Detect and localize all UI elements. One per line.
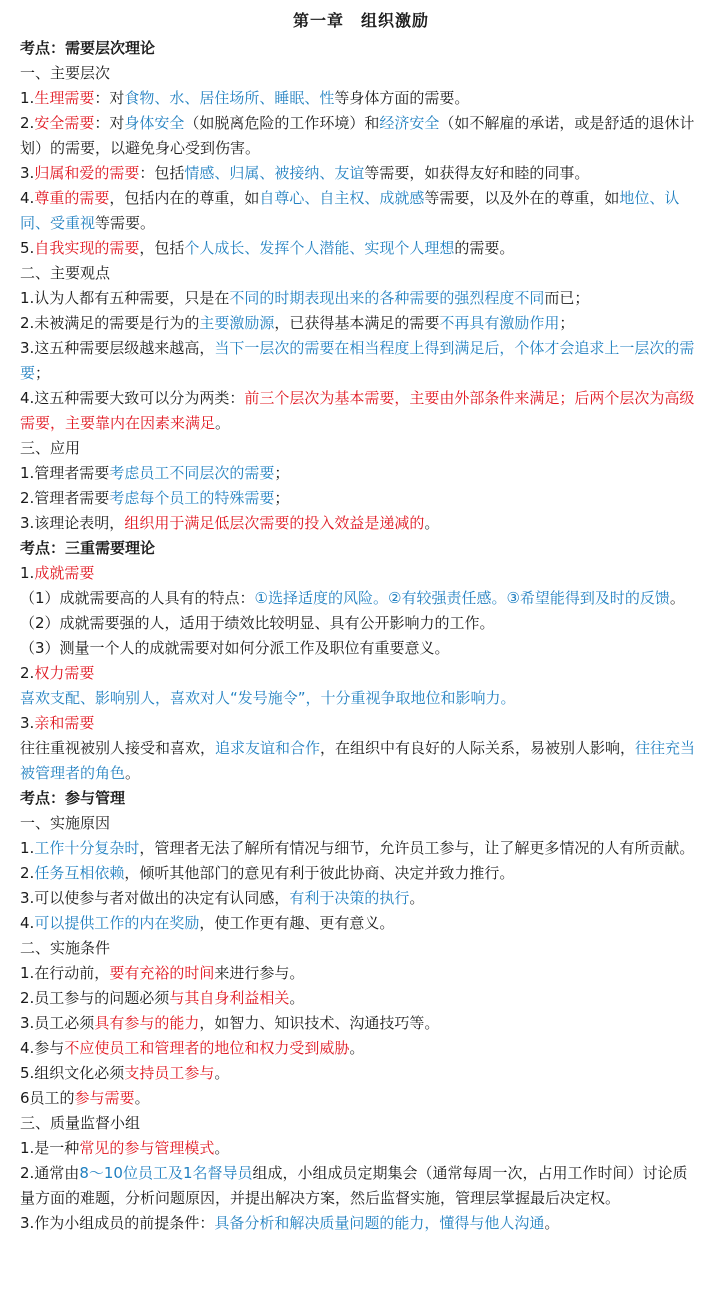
text-segment: 等身体方面的需要。 bbox=[334, 89, 470, 107]
text-segment: 3.员工必须 bbox=[20, 1014, 95, 1032]
highlight-blue-text: 自尊心、自主权、成就感 bbox=[259, 189, 425, 207]
text-segment: 。 bbox=[214, 1139, 230, 1157]
text-segment: ，使工作更有趣、更有意义。 bbox=[199, 914, 395, 932]
text-segment: （如脱离危险的工作环境）和 bbox=[184, 114, 380, 132]
highlight-red-text: 与其自身利益相关 bbox=[169, 989, 290, 1007]
text-segment: 等需要，以及外在的尊重，如 bbox=[424, 189, 620, 207]
highlight-red-text: 归属和爱的需要 bbox=[34, 164, 140, 182]
text-line bbox=[20, 736, 702, 786]
text-segment: 。 bbox=[544, 1214, 560, 1232]
text-segment: 3.这五种需要层级越来越高， bbox=[20, 339, 215, 357]
text-segment: ，包括 bbox=[139, 239, 185, 257]
text-line bbox=[20, 886, 702, 911]
text-segment: 的需要。 bbox=[454, 239, 515, 257]
text-line bbox=[20, 811, 702, 836]
highlight-blue-text: 考虑员工不同层次的需要 bbox=[109, 464, 275, 482]
text-segment: 4.参与 bbox=[20, 1039, 65, 1057]
text-segment: 考点：参与管理 bbox=[20, 789, 126, 807]
highlight-red-text: 要有充裕的时间 bbox=[109, 964, 215, 982]
highlight-blue-text: 具备分析和解决质量问题的能力，懂得与他人沟通 bbox=[214, 1214, 545, 1232]
highlight-blue-text: 喜欢支配、影响别人，喜欢对人“发号施令”，十分重视争取地位和影响力。 bbox=[20, 689, 516, 707]
highlight-blue-text: 经济安全 bbox=[379, 114, 440, 132]
text-line bbox=[20, 1161, 702, 1211]
text-segment: 1. bbox=[20, 564, 35, 582]
text-segment: 1. bbox=[20, 89, 35, 107]
text-line bbox=[20, 961, 702, 986]
text-line bbox=[20, 1011, 702, 1036]
highlight-blue-text: 情感、归属、被接纳、友谊 bbox=[184, 164, 365, 182]
text-line bbox=[20, 186, 702, 236]
text-segment: ，倾听其他部门的意见有利于彼此协商、决定并致力推行。 bbox=[124, 864, 515, 882]
highlight-red-text: 参与需要 bbox=[74, 1089, 135, 1107]
text-segment: ； bbox=[559, 314, 575, 332]
section-heading bbox=[20, 536, 702, 561]
highlight-blue-text: 个人成长、发挥个人潜能、实现个人理想 bbox=[184, 239, 455, 257]
highlight-blue-text: 任务互相依赖 bbox=[34, 864, 125, 882]
text-segment: 。 bbox=[289, 989, 305, 1007]
text-segment: 5. bbox=[20, 239, 35, 257]
highlight-red-text: 具有参与的能力 bbox=[94, 1014, 200, 1032]
highlight-red-text: 安全需要 bbox=[34, 114, 95, 132]
text-segment: ：对 bbox=[94, 89, 125, 107]
text-segment: （如不解雇的承诺，或是舒适的退休计划）的需要，以避免身心受到伤害。 bbox=[20, 114, 695, 157]
text-segment: 二、主要观点 bbox=[20, 264, 111, 282]
text-segment: ，包括内在的尊重，如 bbox=[109, 189, 260, 207]
text-segment: ，如智力、知识技术、沟通技巧等。 bbox=[199, 1014, 440, 1032]
content-body bbox=[20, 36, 702, 1236]
text-segment: ，管理者无法了解所有情况与细节，允许员工参与，让了解更多情况的人有所贡献。 bbox=[139, 839, 695, 857]
text-line bbox=[20, 261, 702, 286]
text-line bbox=[20, 686, 702, 711]
text-line bbox=[20, 1211, 702, 1236]
text-segment: 2.未被满足的需要是行为的 bbox=[20, 314, 200, 332]
text-segment: 。 bbox=[349, 1039, 365, 1057]
text-segment: 6员工的 bbox=[20, 1089, 75, 1107]
highlight-blue-text: ①选择适度的风险。②有较强责任感。③希望能得到及时的反馈 bbox=[254, 589, 670, 607]
highlight-blue-text: 可以提供工作的内在奖励 bbox=[34, 914, 200, 932]
text-line bbox=[20, 986, 702, 1011]
highlight-blue-text: 地位、认同、受重视 bbox=[20, 189, 680, 232]
text-segment: 。 bbox=[125, 764, 141, 782]
text-line bbox=[20, 461, 702, 486]
text-line bbox=[20, 1061, 702, 1086]
text-line bbox=[20, 836, 702, 861]
section-heading bbox=[20, 786, 702, 811]
text-segment: 一、主要层次 bbox=[20, 64, 111, 82]
text-segment: 往往重视被别人接受和喜欢， bbox=[20, 739, 216, 757]
text-segment: 一、实施原因 bbox=[20, 814, 111, 832]
highlight-red-text: 自我实现的需要 bbox=[34, 239, 140, 257]
text-segment: ，在组织中有良好的人际关系，易被别人影响， bbox=[320, 739, 636, 757]
text-segment: 3. bbox=[20, 164, 35, 182]
text-segment: （3）测量一个人的成就需要对如何分派工作及职位有重要意义。 bbox=[20, 639, 450, 657]
highlight-red-text: 支持员工参与 bbox=[124, 1064, 215, 1082]
text-line bbox=[20, 86, 702, 111]
text-segment: 三、应用 bbox=[20, 439, 81, 457]
highlight-blue-text: 身体安全 bbox=[124, 114, 185, 132]
highlight-red-text: 尊重的需要 bbox=[34, 189, 110, 207]
text-segment: 3.可以使参与者对做出的决定有认同感， bbox=[20, 889, 290, 907]
highlight-blue-text: 不再具有激励作用 bbox=[439, 314, 560, 332]
text-segment: 1.在行动前， bbox=[20, 964, 110, 982]
chapter-title: 第一章 组织激励 bbox=[292, 11, 429, 30]
text-line bbox=[20, 1086, 702, 1111]
text-segment: 来进行参与。 bbox=[214, 964, 305, 982]
text-line bbox=[20, 161, 702, 186]
highlight-blue-text: 8～10位员工及1名督导员 bbox=[79, 1164, 253, 1182]
text-segment: 三、质量监督小组 bbox=[20, 1114, 141, 1132]
text-segment: 4.这五种需要大致可以分为两类： bbox=[20, 389, 245, 407]
highlight-red-text: 不应使员工和管理者的地位和权力受到威胁 bbox=[64, 1039, 350, 1057]
text-line bbox=[20, 611, 702, 636]
text-line bbox=[20, 511, 702, 536]
highlight-blue-text: 考虑每个员工的特殊需要 bbox=[109, 489, 275, 507]
text-segment: 。 bbox=[214, 1064, 230, 1082]
text-segment: 4. bbox=[20, 189, 35, 207]
highlight-blue-text: 食物、水、居住场所、睡眠、性 bbox=[124, 89, 335, 107]
text-line bbox=[20, 311, 702, 336]
text-line bbox=[20, 711, 702, 736]
text-segment: （1）成就需要高的人具有的特点： bbox=[20, 589, 255, 607]
text-line bbox=[20, 936, 702, 961]
highlight-red-text: 组织用于满足低层次需要的投入效益是递减的 bbox=[124, 514, 425, 532]
text-line bbox=[20, 861, 702, 886]
text-segment: 4. bbox=[20, 914, 35, 932]
highlight-blue-text: 工作十分复杂时 bbox=[34, 839, 140, 857]
text-segment: ； bbox=[35, 364, 51, 382]
text-line bbox=[20, 336, 702, 386]
text-segment: 。 bbox=[215, 414, 231, 432]
text-segment: 2. bbox=[20, 864, 35, 882]
highlight-red-text: 生理需要 bbox=[34, 89, 95, 107]
text-line bbox=[20, 1111, 702, 1136]
text-segment: ； bbox=[274, 464, 290, 482]
text-segment: 1.认为人都有五种需要，只是在 bbox=[20, 289, 230, 307]
highlight-blue-text: 主要激励源 bbox=[199, 314, 275, 332]
text-segment: 2. bbox=[20, 664, 35, 682]
text-segment: 1.是一种 bbox=[20, 1139, 80, 1157]
text-segment: ； bbox=[274, 489, 290, 507]
text-segment: 。 bbox=[669, 589, 685, 607]
highlight-red-text: 亲和需要 bbox=[34, 714, 95, 732]
text-line bbox=[20, 911, 702, 936]
text-line bbox=[20, 436, 702, 461]
text-segment: 3. bbox=[20, 714, 35, 732]
highlight-red-text: 前三个层次为基本需要，主要由外部条件来满足；后两个层次为高级需要，主要靠内在因素来满足 bbox=[20, 389, 695, 432]
highlight-red-text: 常见的参与管理模式 bbox=[79, 1139, 215, 1157]
text-line bbox=[20, 236, 702, 261]
text-segment: （2）成就需要强的人，适用于绩效比较明显、具有公开影响力的工作。 bbox=[20, 614, 495, 632]
highlight-blue-text: 不同的时期表现出来的各种需要的强烈程度不同 bbox=[229, 289, 545, 307]
text-segment: 2.管理者需要 bbox=[20, 489, 110, 507]
text-segment: 而已； bbox=[544, 289, 590, 307]
text-segment: 。 bbox=[424, 514, 440, 532]
text-line bbox=[20, 586, 702, 611]
text-segment: 。 bbox=[134, 1089, 150, 1107]
text-segment: 2.通常由 bbox=[20, 1164, 80, 1182]
text-line bbox=[20, 111, 702, 161]
text-line bbox=[20, 61, 702, 86]
text-segment: 1. bbox=[20, 839, 35, 857]
text-segment: 组成，小组成员定期集会（通常每周一次，占用工作时间）讨论质量方面的难题，分析问题原因，并提出解决方案，然后监督实施，管理层掌握最后决定权。 bbox=[20, 1164, 688, 1207]
text-segment: ：对 bbox=[94, 114, 125, 132]
text-line bbox=[20, 1136, 702, 1161]
text-segment: 2. bbox=[20, 114, 35, 132]
text-line bbox=[20, 636, 702, 661]
text-line bbox=[20, 486, 702, 511]
text-segment: 等需要，如获得友好和睦的同事。 bbox=[364, 164, 590, 182]
text-line bbox=[20, 561, 702, 586]
section-heading bbox=[20, 36, 702, 61]
highlight-blue-text: 追求友谊和合作 bbox=[215, 739, 321, 757]
text-segment: 二、实施条件 bbox=[20, 939, 111, 957]
text-line bbox=[20, 386, 702, 436]
text-segment: 2.员工参与的问题必须 bbox=[20, 989, 170, 1007]
text-line bbox=[20, 1036, 702, 1061]
highlight-blue-text: 往往充当被管理者的角色 bbox=[20, 739, 696, 782]
text-segment: 5.组织文化必须 bbox=[20, 1064, 125, 1082]
text-segment: ，已获得基本满足的需要 bbox=[274, 314, 440, 332]
text-segment: 1.管理者需要 bbox=[20, 464, 110, 482]
text-line bbox=[20, 661, 702, 686]
text-segment: 。 bbox=[409, 889, 425, 907]
highlight-red-text: 成就需要 bbox=[34, 564, 95, 582]
highlight-red-text: 权力需要 bbox=[34, 664, 95, 682]
text-segment: 考点：需要层次理论 bbox=[20, 39, 156, 57]
text-segment: 等需要。 bbox=[95, 214, 156, 232]
text-line bbox=[20, 286, 702, 311]
text-segment: 考点：三重需要理论 bbox=[20, 539, 156, 557]
text-segment: ：包括 bbox=[139, 164, 185, 182]
text-segment: 3.作为小组成员的前提条件： bbox=[20, 1214, 215, 1232]
highlight-blue-text: 当下一层次的需要在相当程度上得到满足后，个体才会追求上一层次的需要 bbox=[20, 339, 695, 382]
highlight-blue-text: 有利于决策的执行 bbox=[289, 889, 410, 907]
text-segment: 3.该理论表明， bbox=[20, 514, 125, 532]
